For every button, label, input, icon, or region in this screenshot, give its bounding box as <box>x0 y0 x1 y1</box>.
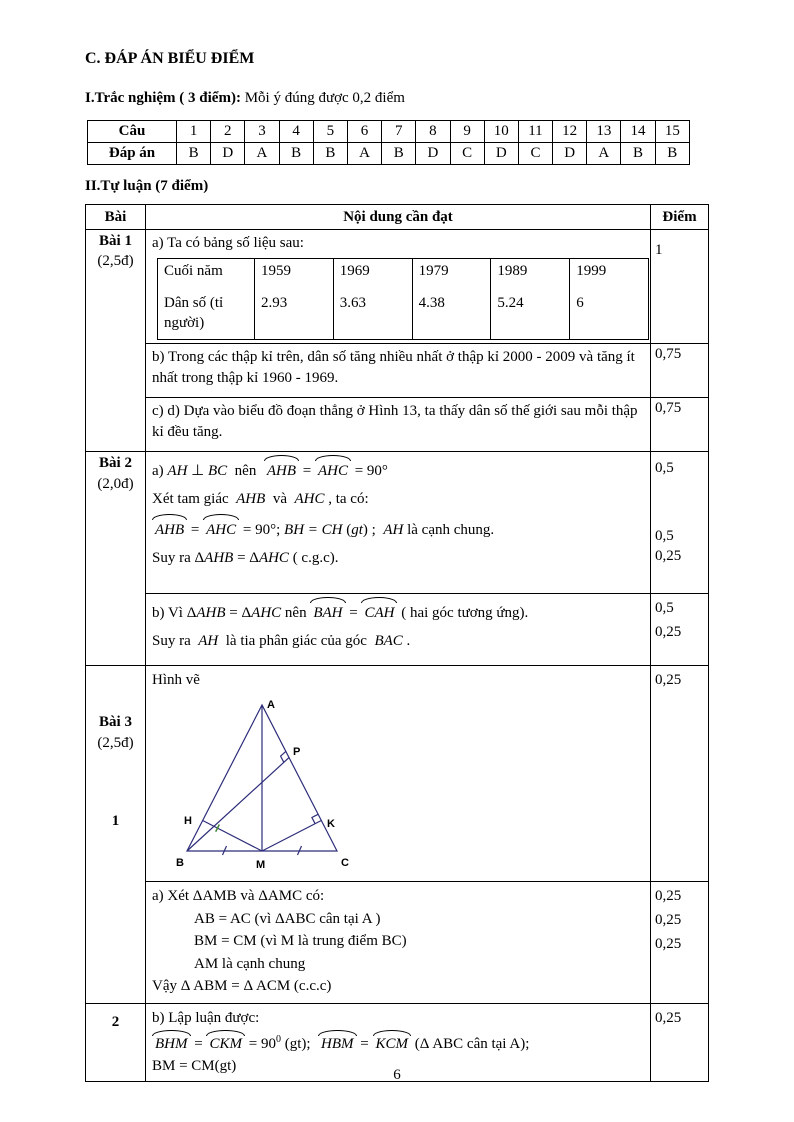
score-value: 0,5 <box>655 600 674 617</box>
bai3-subquestion-1: 1 <box>111 812 120 829</box>
mc-answer-value: B <box>621 143 655 165</box>
mc-answer-value: B <box>279 143 313 165</box>
bai3a-line3: BM = CM (vì M là trung điểm BC) <box>194 933 407 950</box>
header-noidung: Nội dung cần đạt <box>146 205 651 230</box>
vertex-label-a: A <box>267 698 275 711</box>
bai1-label: Bài 1 <box>99 233 132 249</box>
section1-heading-bold: I.Trắc nghiệm ( 3 điểm): <box>85 90 241 106</box>
year-value: 1989 <box>491 259 570 292</box>
point-label-m: M <box>256 858 266 871</box>
mc-question-number: 12 <box>553 121 587 143</box>
document-title: C. ĐÁP ÁN BIỂU ĐIỂM <box>85 50 255 67</box>
bai3b-line1: b) Lập luận được: <box>152 1010 260 1027</box>
bai2-row-a <box>86 452 709 594</box>
bai3a-score-cell <box>651 882 709 1004</box>
bai2a-content <box>146 452 651 594</box>
population-year-row <box>158 259 649 292</box>
mc-question-number: 3 <box>245 121 279 143</box>
year-value: 1959 <box>255 259 334 292</box>
mc-question-number: 7 <box>382 121 416 143</box>
mc-answer-value: A <box>245 143 279 165</box>
angle-hat: HBM <box>318 1030 357 1056</box>
score-value: 0,25 <box>655 912 682 929</box>
triangle-figure <box>162 693 482 875</box>
year-row-label: Cuối năm <box>158 259 255 292</box>
score-value: 0,25 <box>655 672 682 689</box>
score-value: 0,25 <box>655 547 682 564</box>
angle-hat: AHB <box>264 455 299 486</box>
mc-answer-value: B <box>313 143 347 165</box>
bai2-label-cell <box>86 452 146 666</box>
segment-bp <box>187 757 289 850</box>
mc-question-number: 5 <box>313 121 347 143</box>
angle-hat: CAH <box>361 597 397 628</box>
mc-question-number: 8 <box>416 121 450 143</box>
score-value: 1 <box>655 242 663 258</box>
bai2-points: (2,0đ) <box>97 475 134 492</box>
bai2b-content <box>146 594 651 666</box>
bai2a-line2: Xét tam giác AHB và AHC , ta có: <box>152 491 369 507</box>
population-value-row <box>158 291 649 340</box>
bai3-label-cell <box>86 666 146 1004</box>
mc-question-number: 11 <box>518 121 552 143</box>
bai1-label-cell <box>86 230 146 452</box>
mc-question-number: 15 <box>655 121 689 143</box>
segment-mk <box>262 820 321 851</box>
bai2a-line1: a) AH ⊥ BC nên AHB = AHC = 90° <box>152 455 644 486</box>
angle-hat: KCM <box>373 1030 412 1056</box>
bai3-row-figure <box>86 666 709 882</box>
bai2a-line3: AHB = AHC = 90°; BH = CH (gt) ; AH là cạnh chung. <box>152 514 644 545</box>
mc-answer-value: D <box>484 143 518 165</box>
mc-answer-value: B <box>655 143 689 165</box>
year-value: 1979 <box>412 259 491 292</box>
bai1-row-c <box>86 398 709 452</box>
bai3a-line4: AM là cạnh chung <box>194 955 306 972</box>
page-number: 6 <box>393 1067 401 1083</box>
bai3-figure-content <box>146 666 651 882</box>
population-value: 3.63 <box>333 291 412 340</box>
point-label-k: K <box>327 817 335 830</box>
population-value: 5.24 <box>491 291 570 340</box>
bai1c-content <box>146 398 651 452</box>
bai3-row-a <box>86 882 709 1004</box>
header-bai: Bài <box>86 205 146 230</box>
year-value: 1999 <box>570 259 649 292</box>
vertex-label-b: B <box>176 856 184 869</box>
bai2a-score-cell <box>651 452 709 594</box>
mc-question-number: 6 <box>347 121 381 143</box>
bai2b-score-cell <box>651 594 709 666</box>
bai3a-line2: AB = AC (vì ΔABC cân tại A ) <box>194 910 381 927</box>
mc-question-number: 9 <box>450 121 484 143</box>
score-value: 0,5 <box>655 460 674 477</box>
bai2-label: Bài 2 <box>99 455 132 472</box>
bai2a-line4: Suy ra ΔAHB = ΔAHC ( c.g.c). <box>152 549 339 566</box>
segment-mh <box>203 820 262 851</box>
bai1a-score-cell <box>651 230 709 344</box>
essay-answer-table <box>85 204 709 1082</box>
angle-hat: BHM <box>152 1030 191 1056</box>
mc-answer-value: B <box>177 143 211 165</box>
mc-answer-value: A <box>347 143 381 165</box>
angle-hat: AHC <box>203 514 239 545</box>
bai2-row-b <box>86 594 709 666</box>
mc-answer-value: D <box>416 143 450 165</box>
angle-hat: CKM <box>206 1030 245 1056</box>
section1-heading-note: Mỗi ý đúng được 0,2 điểm <box>240 90 405 106</box>
score-value: 0,5 <box>655 527 674 544</box>
mc-question-label: Câu <box>88 121 177 143</box>
mc-answer-value: D <box>211 143 245 165</box>
population-data-table <box>157 258 649 340</box>
bai3b-line3: BM = CM(gt) <box>152 1058 237 1075</box>
section1-heading <box>85 90 708 107</box>
mc-question-row <box>88 121 690 143</box>
figure-lines <box>187 705 337 855</box>
perpendicular-symbol: ⊥ <box>187 463 208 480</box>
bai3b-line2: BHM = CKM = $90^0$ (gt); HBM = KCM (Δ ABC cân tại A); <box>152 1030 644 1056</box>
bai1c-score-cell <box>651 398 709 452</box>
mc-answer-value: A <box>587 143 621 165</box>
bai2b-line2: Suy ra AH là tia phân giác của góc BAC . <box>152 633 411 649</box>
bai1-points: (2,5đ) <box>97 253 134 270</box>
bai3-subquestion-2: 2 <box>111 1014 120 1031</box>
point-label-p: P <box>293 745 301 758</box>
bai3-figure-score-cell <box>651 666 709 882</box>
section2-heading: II.Tự luận (7 điểm) <box>85 178 209 194</box>
multiple-choice-table <box>87 120 690 165</box>
bai3a-content <box>146 882 651 1004</box>
bai1c-text: c) d) Dựa vào biểu đồ đoạn thẳng ở Hình 13, ta thấy dân số thế giới sau mỗi thập kỉ đều tăng. <box>152 403 638 440</box>
mc-answer-value: D <box>553 143 587 165</box>
mc-answer-value: C <box>518 143 552 165</box>
population-value: 2.93 <box>255 291 334 340</box>
bai3-points: (2,5đ) <box>97 734 134 751</box>
mc-question-number: 4 <box>279 121 313 143</box>
mc-answer-value: B <box>382 143 416 165</box>
mc-question-number: 10 <box>484 121 518 143</box>
score-value: 0,25 <box>655 1010 682 1027</box>
point-label-h: H <box>184 814 192 827</box>
bai1a-content <box>146 230 651 344</box>
mc-answer-label: Đáp án <box>88 143 177 165</box>
mc-question-number: 1 <box>177 121 211 143</box>
essay-header-row <box>86 205 709 230</box>
angle-hat: AHB <box>152 514 187 545</box>
mc-question-number: 2 <box>211 121 245 143</box>
bai1-row-b <box>86 344 709 398</box>
score-value: 0,25 <box>655 936 682 953</box>
mc-question-number: 13 <box>587 121 621 143</box>
bai1-row-a <box>86 230 709 344</box>
population-value: 6 <box>570 291 649 340</box>
bai2b-line1: b) Vì ΔAHB = ΔAHC nên BAH = CAH ( hai góc tương ứng). <box>152 597 644 628</box>
score-value: 0,25 <box>655 624 682 641</box>
mc-answer-value: C <box>450 143 484 165</box>
population-row-label: Dân số (tỉ người) <box>158 291 255 340</box>
mc-answer-row <box>88 143 690 165</box>
vertex-label-c: C <box>341 856 349 869</box>
bai1b-score-cell <box>651 344 709 398</box>
header-diem: Điểm <box>651 205 709 230</box>
score-value: 0,75 <box>655 400 682 417</box>
angle-hat: BAH <box>310 597 345 628</box>
year-value: 1969 <box>333 259 412 292</box>
bai1b-content <box>146 344 651 398</box>
mc-question-number: 14 <box>621 121 655 143</box>
bai3a-line1: a) Xét ΔAMB và ΔAMC có: <box>152 888 325 905</box>
score-value: 0,75 <box>655 346 682 363</box>
bai3-label: Bài 3 <box>99 714 132 731</box>
superscript-zero: 0 <box>275 1033 281 1045</box>
bai1a-intro: a) Ta có bảng số liệu sau: <box>152 235 304 251</box>
score-value: 0,25 <box>655 888 682 905</box>
angle-hat: AHC <box>315 455 351 486</box>
population-value: 4.38 <box>412 291 491 340</box>
bai3a-line5: Vậy Δ ABM = Δ ACM (c.c.c) <box>152 978 332 995</box>
figure-caption: Hình vẽ <box>152 672 200 689</box>
bai1b-text: b) Trong các thập kỉ trên, dân số tăng nhiều nhất ở thập kỉ 2000 - 2009 và tăng ít nhất trong thập kỉ 1960 - 1969. <box>152 349 635 386</box>
